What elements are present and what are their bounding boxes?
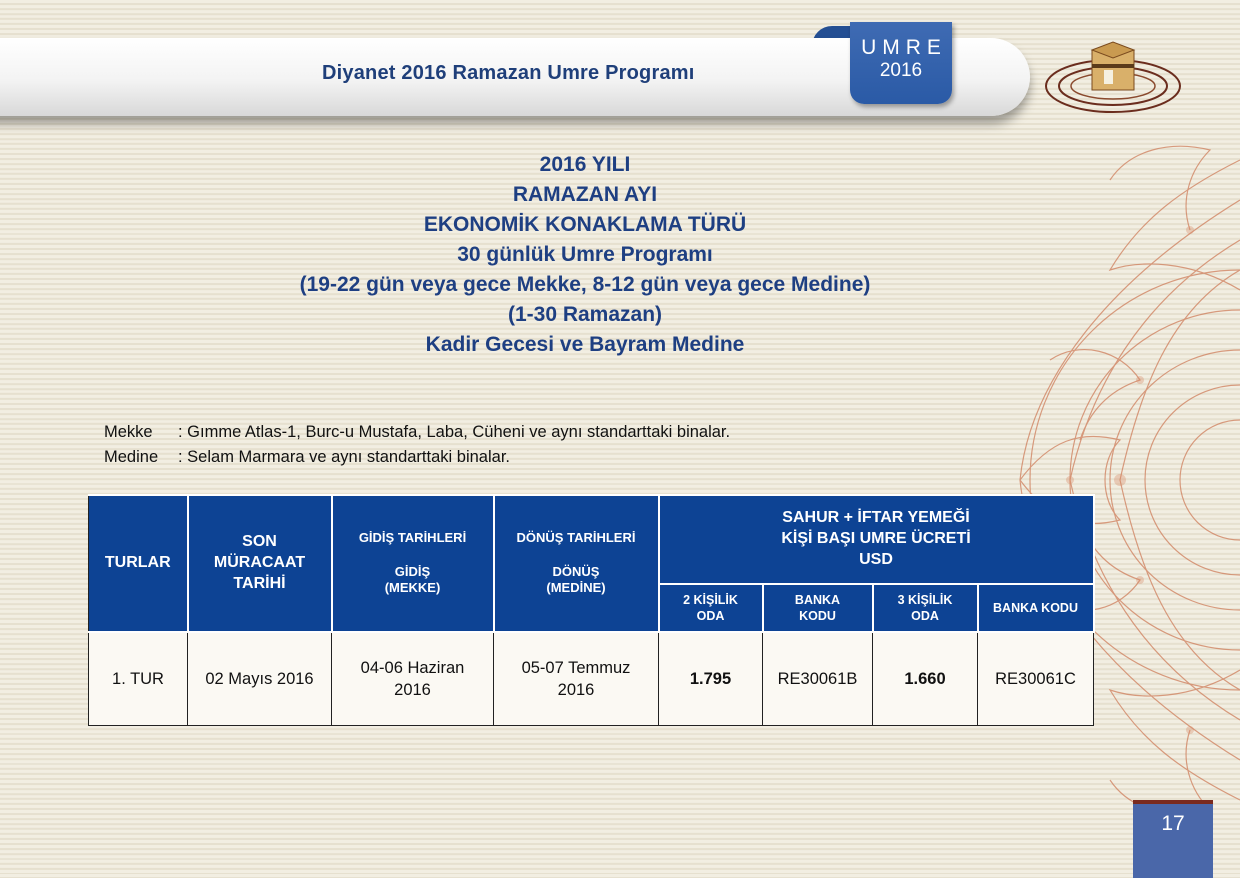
medine-row — [104, 445, 730, 470]
kaaba-logo-icon — [1042, 38, 1184, 118]
cell-gidis: 04-06 Haziran 2016 — [332, 632, 494, 726]
hotel-info — [104, 420, 730, 470]
program-heading — [0, 150, 1170, 360]
heading-line: 2016 YILI — [539, 153, 631, 176]
badge-label: UMRE — [861, 36, 947, 59]
mekke-row — [104, 420, 730, 445]
medine-text: : Selam Marmara ve aynı standarttaki binalar. — [178, 448, 510, 466]
cell-price-2k: 1.795 — [659, 632, 763, 726]
heading-line: (19-22 gün veya gece Mekke, 8-12 gün veya gece Medine) — [299, 273, 871, 296]
cell-code-2k: RE30061B — [763, 632, 873, 726]
header-banka-kodu-2: BANKA KODU — [978, 584, 1094, 632]
header-son-muracaat: SON MÜRACAAT TARİHİ — [188, 495, 332, 632]
heading-line: Kadir Gecesi ve Bayram Medine — [425, 333, 745, 356]
heading-line: (1-30 Ramazan) — [507, 303, 663, 326]
heading-line: RAMAZAN AYI — [512, 183, 658, 206]
header-donus: DÖNÜŞ TARİHLERİ DÖNÜŞ (MEDİNE) — [494, 495, 659, 632]
mekke-text: : Gımme Atlas-1, Burc-u Mustafa, Laba, Cüheni ve aynı standarttaki binalar. — [178, 423, 731, 441]
header-price-group: SAHUR + İFTAR YEMEĞİ KİŞİ BAŞI UMRE ÜCRETİ USD — [659, 495, 1094, 584]
header-turlar: TURLAR — [89, 495, 188, 632]
cell-code-3k: RE30061C — [978, 632, 1094, 726]
price-table — [88, 494, 1095, 726]
badge-year: 2016 — [879, 60, 923, 81]
cell-tur: 1. TUR — [89, 632, 188, 726]
header-2-kisilik: 2 KİŞİLİK ODA — [659, 584, 763, 632]
header-banka-kodu-1: BANKA KODU — [763, 584, 873, 632]
page-title: Diyanet 2016 Ramazan Umre Programı — [322, 62, 695, 84]
heading-line: 30 günlük Umre Programı — [457, 243, 713, 266]
heading-line: EKONOMİK KONAKLAMA TÜRÜ — [423, 213, 747, 236]
mekke-label: Mekke — [104, 423, 153, 441]
page-number: 17 — [1133, 800, 1213, 878]
cell-price-3k: 1.660 — [873, 632, 978, 726]
header-3-kisilik: 3 KİŞİLİK ODA — [873, 584, 978, 632]
cell-donus: 05-07 Temmuz 2016 — [494, 632, 659, 726]
table-row — [89, 632, 1094, 726]
medine-label: Medine — [104, 448, 159, 466]
umre-badge — [850, 22, 952, 104]
cell-son-muracaat: 02 Mayıs 2016 — [188, 632, 332, 726]
header-gidis: GİDİŞ TARİHLERİ GİDİŞ (MEKKE) — [332, 495, 494, 632]
